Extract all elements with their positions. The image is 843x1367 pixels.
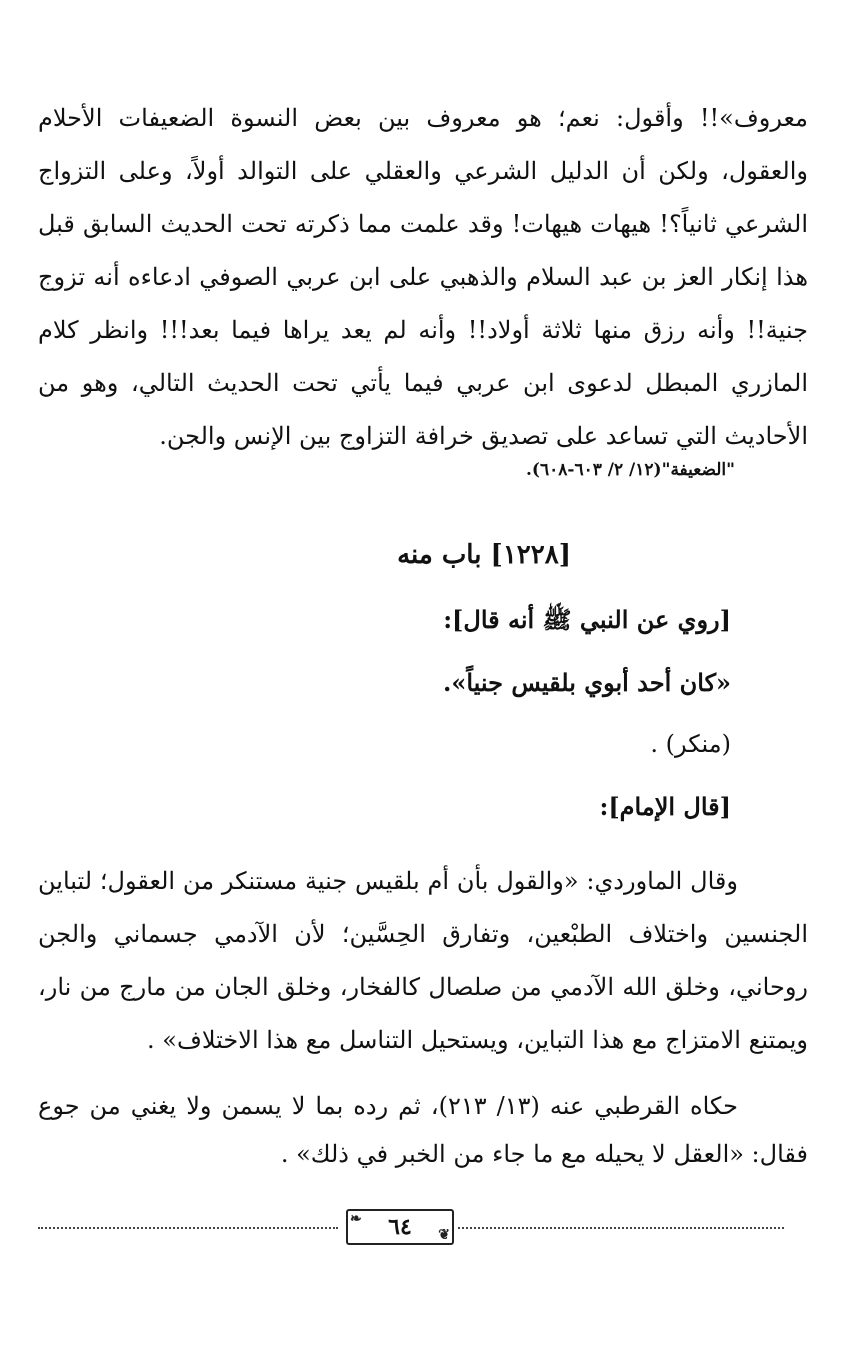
page-footer xyxy=(38,1205,784,1249)
footer-dotted-rule-left xyxy=(38,1227,338,1229)
hadith-text: «كان أحد أبوي بلقيس جنياً». xyxy=(442,668,731,697)
footer-dotted-rule-right xyxy=(458,1227,784,1229)
section-heading: [١٢٢٨] باب منه xyxy=(397,540,571,570)
ornament-icon: ❦ xyxy=(438,1227,450,1243)
ornament-icon: ❧ xyxy=(350,1211,362,1227)
narration-intro: [روي عن النبي ﷺ أنه قال]: xyxy=(443,605,731,634)
page-number: ٦٤ xyxy=(388,1214,412,1240)
source-reference: "الضعيفة"(١٢/ ٢/ ٦٠٣-٦٠٨). xyxy=(526,460,735,480)
paragraph-mawardi: وقال الماوردي: «والقول بأن أم بلقيس جنية مستنكر من العقول؛ لتباين الجنسين واختلاف الطبْعين، وتفارق الحِسَّين؛ لأن الآدمي جسماني والجن روحاني، وخلق الله الآدمي من صلصال كالفخار، وخلق الجان من مارج من نار، ويمتنع الامتزاج مع هذا التباين، ويستحيل التناسل مع هذا الاختلاف» . xyxy=(38,867,808,1054)
hadith-grading: (منكر) . xyxy=(650,730,731,758)
paragraph-qurtubi: حكاه القرطبي عنه (١٣/ ٢١٣)، ثم رده بما لا يسمن ولا يغني من جوع فقال: «العقل لا يحيله مع ما جاء من الخبر في ذلك» . xyxy=(38,1092,808,1168)
paragraph-top: معروف»!! وأقول: نعم؛ هو معروف بين بعض النسوة الضعيفات الأحلام والعقول، ولكن أن الدليل الشرعي والعقلي على التوالد أولاً، وعلى التزواج الشرعي ثانياً؟! هيهات هيهات! وقد علمت مما ذكرته تحت الحديث السابق قبل هذا إنكار العز بن عبد السلام والذهبي على ابن عربي الصوفي ادعاءه أنه تزوج جنية!! وأنه رزق منها ثلاثة أولاد!! وأنه لم يعد يراها فيما بعد!!! وانظر كلام المازري المبطل لدعوى ابن عربي فيما يأتي تحت الحديث التالي، وهو من الأحاديث التي تساعد على تصديق خرافة التزاوج بين الإنس والجن. xyxy=(38,104,808,450)
imam-label: [قال الإمام]: xyxy=(599,792,731,821)
page-number-box xyxy=(346,1209,454,1245)
